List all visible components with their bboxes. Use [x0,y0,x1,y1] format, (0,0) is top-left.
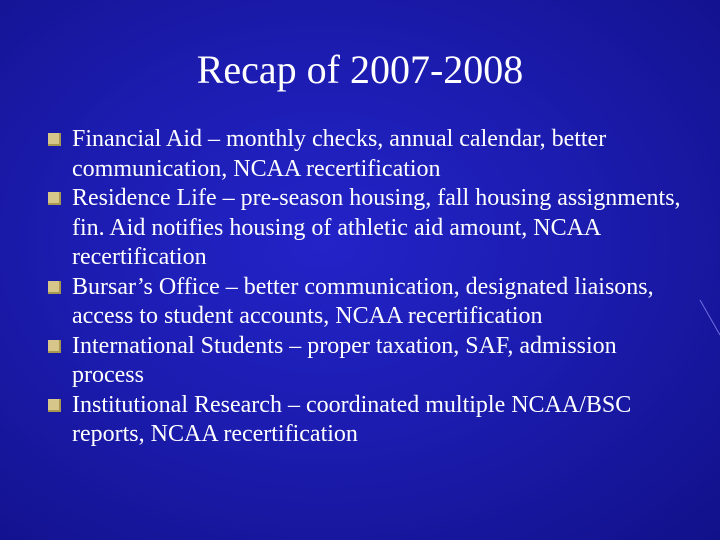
bullet-item [48,273,688,332]
bullet-text: Residence Life – pre-season housing, fall housing assignments, fin. Aid notifies housing of athletic aid amount, NCAA recertification [72,185,681,270]
square-bullet-icon [48,340,61,353]
bullet-text: Institutional Research – coordinated multiple NCAA/BSC reports, NCAA recertification [72,391,632,447]
square-bullet-icon [48,399,61,412]
square-bullet-icon [48,133,61,146]
bullet-text: Bursar’s Office – better communication, designated liaisons, access to student accounts, NCAA recertification [72,273,654,329]
square-bullet-icon [48,281,61,294]
bullet-text: International Students – proper taxation, SAF, admission process [72,332,617,388]
bullet-text: Financial Aid – monthly checks, annual calendar, better communication, NCAA recertification [72,126,607,182]
slide-title: Recap of 2007-2008 [196,47,524,92]
bullet-item [48,391,688,450]
bullet-item [48,332,688,391]
bullet-list [48,125,688,450]
square-bullet-icon [48,192,61,205]
bullet-item [48,125,688,184]
bullet-item [48,184,688,273]
